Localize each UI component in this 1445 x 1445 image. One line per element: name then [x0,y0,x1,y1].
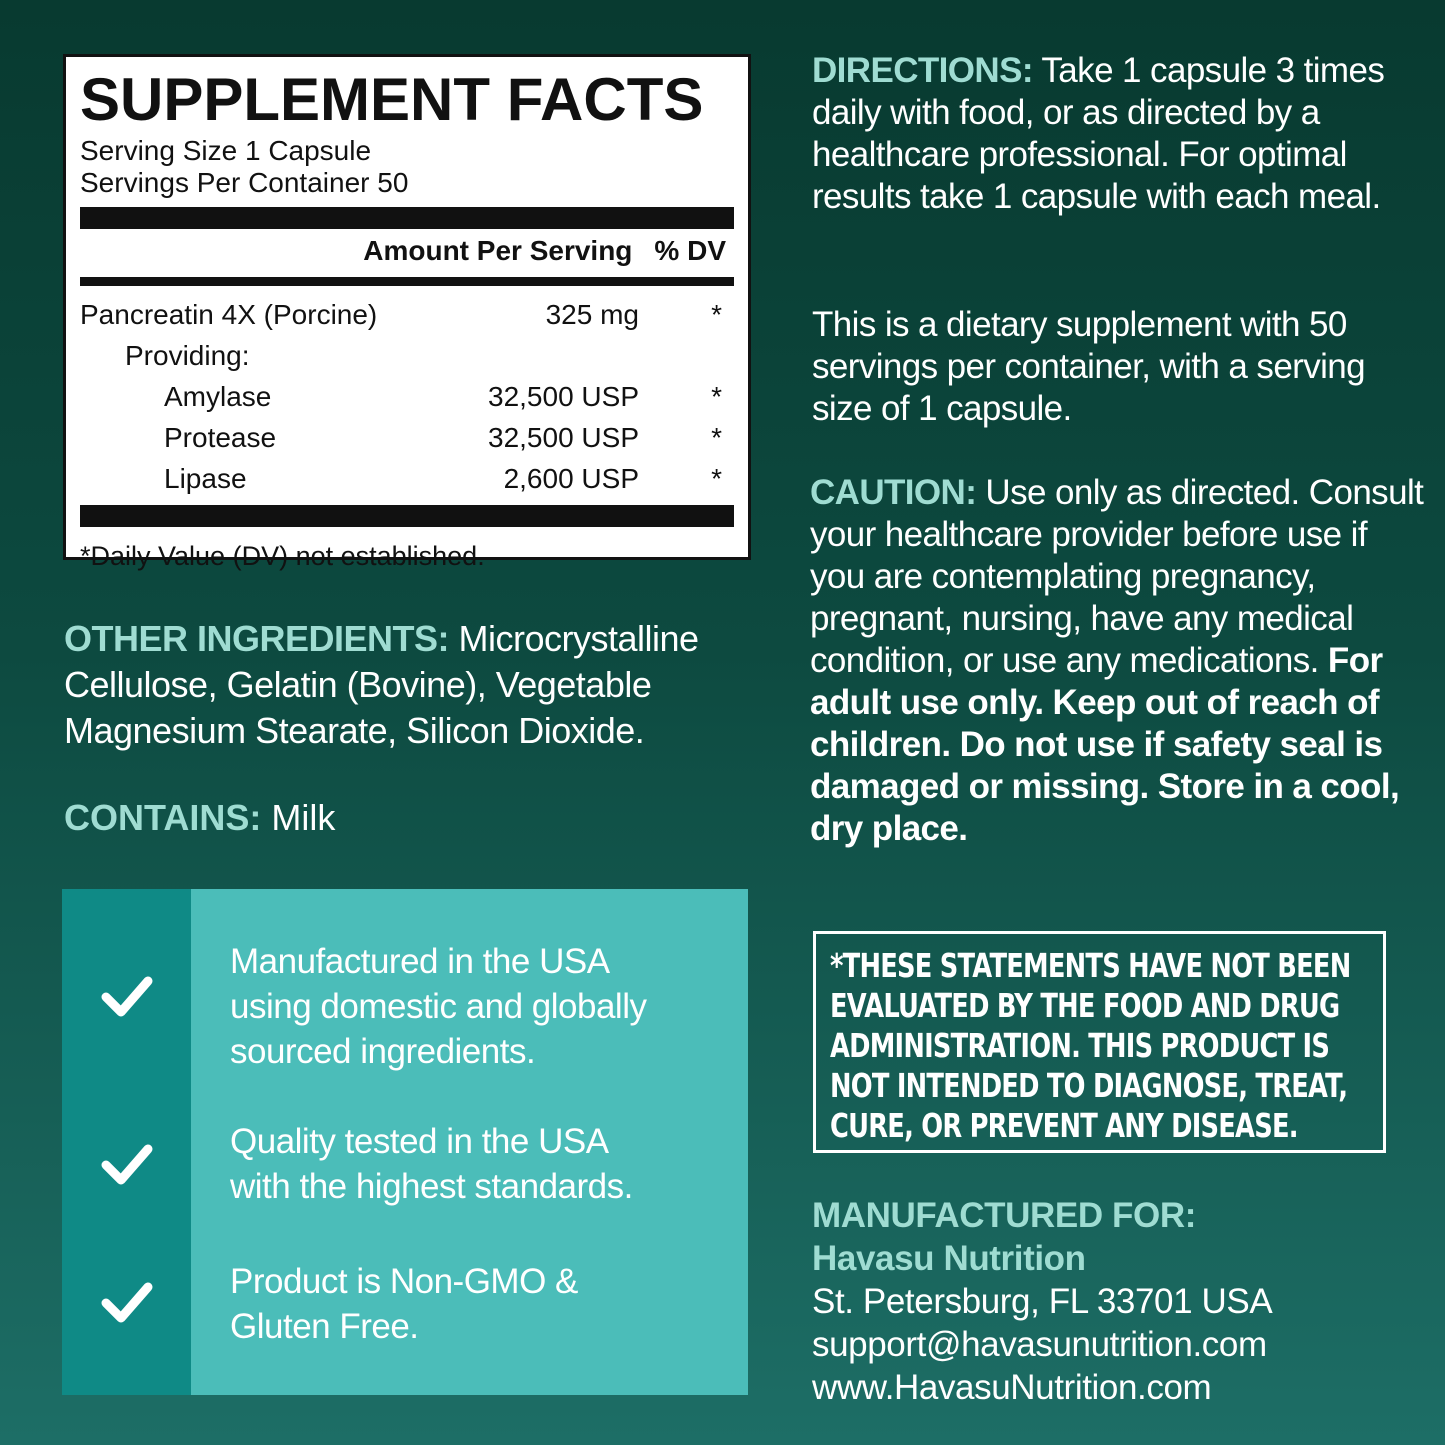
caution-label: CAUTION: [810,473,977,512]
fda-line: ADMINISTRATION. THIS PRODUCT IS [830,1026,1330,1065]
facts-footnote: *Daily Value (DV) not established. [80,541,485,571]
feature-line: with the highest standards. [230,1167,633,1206]
directions-text: Take 1 capsule 3 times daily with food, or as directed by a healthcare professional. For optimal results take 1 capsule with each meal. [812,51,1385,216]
fda-line: EVALUATED BY THE FOOD AND DRUG [830,986,1340,1025]
amount-per-serving-header: Amount Per Serving [363,235,633,266]
nutrient-amount: 32,500 USP [488,421,639,453]
facts-row [80,294,734,335]
contains-label: CONTAINS: [64,797,262,838]
nutrient-name: Amylase [164,380,272,412]
feature-icon-column [62,889,191,1395]
caution-bold-text: For adult use only. Keep out of reach of children. Do not use if safety seal is damaged or missing. Store in a cool, dry place. [810,641,1400,848]
manufacturer-email[interactable]: support@havasunutrition.com [812,1325,1267,1364]
manufacturer-website[interactable]: www.HavasuNutrition.com [812,1368,1212,1407]
fda-line: NOT INTENDED TO DIAGNOSE, TREAT, [830,1066,1348,1105]
feature-box [62,889,748,1395]
directions-label: DIRECTIONS: [812,51,1033,90]
manufacturer-info [812,1194,1412,1409]
facts-row [80,335,734,376]
facts-row [80,417,734,458]
feature-usa-manufactured [230,939,646,1074]
fda-line: *THESE STATEMENTS HAVE NOT BEEN [830,946,1351,985]
facts-divider-thick [80,207,734,229]
nutrient-amount: 32,500 USP [488,380,639,412]
nutrient-name: Protease [164,421,277,453]
manufacturer-label: MANUFACTURED FOR: [812,1196,1196,1235]
facts-row [80,376,734,417]
caution [810,472,1430,850]
nutrient-dv: * [711,380,722,412]
manufacturer-company: Havasu Nutrition [812,1239,1086,1278]
feature-line: Gluten Free. [230,1307,419,1346]
feature-line: sourced ingredients. [230,1032,536,1071]
dv-header: % DV [654,235,726,266]
feature-non-gmo [230,1259,578,1349]
feature-line: using domestic and globally [230,987,647,1026]
dietary-statement [812,304,1412,430]
feature-line: Quality tested in the USA [230,1122,609,1161]
facts-row [80,458,734,499]
feature-line: Product is Non-GMO & [230,1262,578,1301]
check-icon [98,1135,156,1193]
nutrient-dv: * [711,462,722,494]
other-ingredients-label: OTHER INGREDIENTS: [64,618,450,659]
nutrient-name: Providing: [125,339,250,371]
facts-divider-thin [80,277,734,286]
nutrient-amount: 325 mg [545,298,639,330]
contains [64,795,335,841]
nutrient-name: Lipase [164,462,247,494]
check-icon [98,1273,156,1331]
servings-per-container: Servings Per Container 50 [80,167,409,198]
facts-divider-thick [80,505,734,527]
facts-header-row [80,229,734,273]
nutrient-dv: * [711,298,722,330]
feature-line: Manufactured in the USA [230,942,610,981]
other-ingredients-text: Microcrystalline Cellulose, Gelatin (Bovine), Vegetable Magnesium Stearate, Silicon Dioxide. [64,618,699,751]
contains-text: Milk [271,797,336,838]
nutrient-amount: 2,600 USP [503,462,639,494]
facts-title: SUPPLEMENT FACTS [80,66,704,133]
nutrient-name: Pancreatin 4X (Porcine) [80,298,378,330]
other-ingredients [64,616,754,754]
serving-size: Serving Size 1 Capsule [80,135,372,166]
directions [812,50,1412,218]
dietary-text: This is a dietary supplement with 50 servings per container, with a serving size of 1 capsule. [812,305,1366,428]
nutrient-dv: * [711,421,722,453]
supplement-facts-panel [63,54,751,571]
fda-disclaimer [813,931,1386,1153]
check-icon [98,967,156,1025]
caution-text: Use only as directed. Consult your healthcare provider before use if you are contemplating pregnancy, pregnant, nursing, have any medical condition, or use any medications. [810,473,1424,680]
fda-line: CURE, OR PREVENT ANY DISEASE. [830,1106,1298,1145]
manufacturer-address: St. Petersburg, FL 33701 USA [812,1282,1273,1321]
feature-quality-tested [230,1119,633,1209]
